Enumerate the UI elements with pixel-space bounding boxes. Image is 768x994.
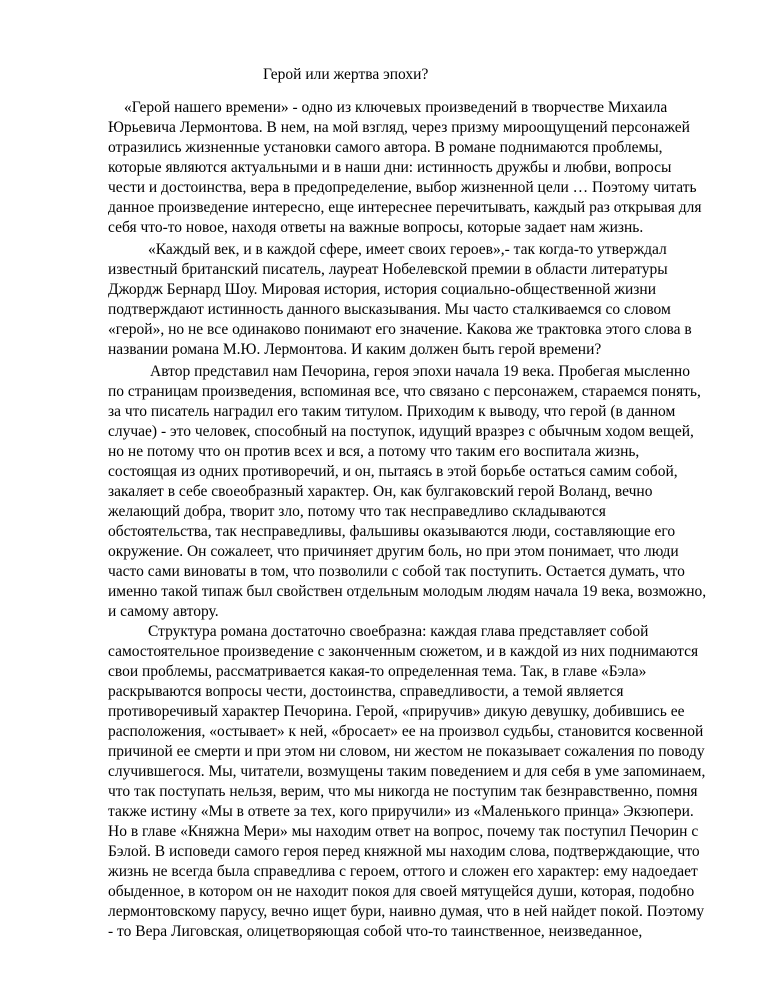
paragraph-line: себя что-то новое, находя ответы на важные вопросы, которые задает нам жизнь.	[108, 219, 644, 236]
paragraph-line: состоящая из одних противоречий, и он, пытаясь в этой борьбе остаться самим собой,	[108, 463, 678, 480]
paragraph-line: и самому автору.	[108, 603, 219, 620]
paragraph-line: которые являются актуальными и в наши дни: истинность дружбы и любви, вопросы	[108, 159, 672, 176]
paragraph-1	[108, 98, 702, 238]
paragraph-line: данное произведение интересно, еще интереснее перечитывать, каждый раз открывая для	[108, 199, 702, 216]
paragraph-line: закаляет в себе своеобразный характер. Он, как булгаковский герой Воланд, вечно	[108, 483, 653, 500]
paragraph-line: причиной ее смерти и при этом ни словом, ни жестом не показывает сожаления по поводу	[108, 743, 705, 760]
paragraph-line: расположения, «остывает» к ней, «бросает» ее на произвол судьбы, становится косвенной	[108, 723, 704, 740]
paragraph-line: самостоятельное произведение с законченным сюжетом, и в каждой из них поднимаются	[108, 643, 699, 660]
paragraph-line: «Герой нашего времени» - одно из ключевых произведений в творчестве Михаила	[124, 99, 668, 116]
paragraph-line: именно такой типаж был свойствен отдельным молодым людям начала 19 века, возможно,	[108, 583, 707, 600]
paragraph-line: свои проблемы, рассматривается какая-то определенная тема. Так, в главе «Бэла»	[108, 663, 647, 680]
paragraph-line: случившегося. Мы, читатели, возмущены таким поведением и для себя в уме запоминаем,	[108, 763, 706, 780]
paragraph-line: отразились жизненные установки самого автора. В романе поднимаются проблемы,	[108, 139, 663, 156]
paragraph-line: желающий добра, творит зло, потому что так несправедливо складываются	[108, 503, 606, 520]
paragraph-2	[108, 240, 692, 360]
paragraph-line: Джордж Бернард Шоу. Мировая история, история социально-общественной жизни	[108, 281, 657, 298]
paragraph-line: - то Вера Лиговская, олицетворяющая собой что-то таинственное, неизведанное,	[108, 923, 643, 940]
paragraph-line: известный британский писатель, лауреат Нобелевской премии в области литературы	[108, 261, 668, 278]
paragraph-line: по страницам произведения, вспоминая все, что связано с персонажем, стараемся понять,	[108, 383, 701, 400]
paragraph-line: Структура романа достаточно своебразна: каждая глава представляет собой	[148, 623, 649, 640]
paragraph-line: названии романа М.Ю. Лермонтова. И каким должен быть герой времени?	[108, 341, 602, 358]
paragraph-line: случае) - это человек, способный на поступок, идущий вразрез с обычным ходом вещей,	[108, 423, 694, 440]
paragraph-line: Юрьевича Лермонтова. В нем, на мой взгляд, через призму мироощущений персонажей	[108, 119, 690, 136]
paragraph-line: «герой», но не все одинаково понимают его значение. Какова же трактовка этого слова в	[108, 321, 692, 338]
paragraph-line: Но в главе «Княжна Мери» мы находим ответ на вопрос, почему так поступил Печорин с	[108, 823, 699, 840]
paragraph-line: «Каждый век, и в каждой сфере, имеет своих героев»,- так когда-то утверждал	[148, 241, 667, 258]
paragraph-line: окружение. Он сожалеет, что причиняет другим боль, но при этом понимает, что люди	[108, 543, 679, 560]
paragraph-line: также истину «Мы в ответе за тех, кого приручили» из «Маленького принца» Экзюпери.	[108, 803, 694, 820]
paragraph-line: обстоятельства, так несправедливы, фальшивы оказываются люди, составляющие его	[108, 523, 676, 540]
paragraph-line: обыденное, в котором он не находит покоя для своей мятущейся души, которая, подобно	[108, 883, 695, 900]
paragraph-line: за что писатель наградил его таким титулом. Приходим к выводу, что герой (в данном	[108, 403, 676, 420]
paragraph-line: Автор представил нам Печорина, героя эпохи начала 19 века. Пробегая мысленно	[150, 363, 690, 380]
paragraph-line: часто сами виноваты в том, что позволили с собой так поступить. Остается думать, что	[108, 563, 685, 580]
paragraph-3	[108, 362, 707, 622]
paragraph-line: но не потому что он против всех и вся, а потому что таким его воспитала жизнь,	[108, 443, 640, 460]
paragraph-line: Бэлой. В исповеди самого героя перед княжной мы находим слова, подтверждающие, что	[108, 843, 700, 860]
paragraph-line: раскрываются вопросы чести, достоинства, справедливости, а темой является	[108, 683, 624, 700]
paragraph-line: чести и достоинства, вера в предопределение, выбор жизненной цели … Поэтому читать	[108, 179, 697, 196]
paragraph-line: подтверждают истинность данного высказывания. Мы часто сталкиваемся со словом	[108, 301, 671, 318]
paragraph-line: жизнь не всегда была справедлива с героем, оттого и сложен его характер: ему надоедает	[108, 863, 698, 880]
paragraph-line: лермонтовскому парусу, вечно ищет бури, наивно думая, что в ней найдет покой. Поэтому	[108, 903, 705, 920]
paragraph-line: противоречивый характер Печорина. Герой, «приручив» дикую девушку, добившись ее	[108, 703, 685, 720]
document-title: Герой или жертва эпохи?	[263, 66, 429, 83]
paragraph-line: что так поступать нельзя, верим, что мы никогда не поступим так безнравственно, помня	[108, 783, 698, 800]
paragraph-4	[108, 622, 706, 942]
